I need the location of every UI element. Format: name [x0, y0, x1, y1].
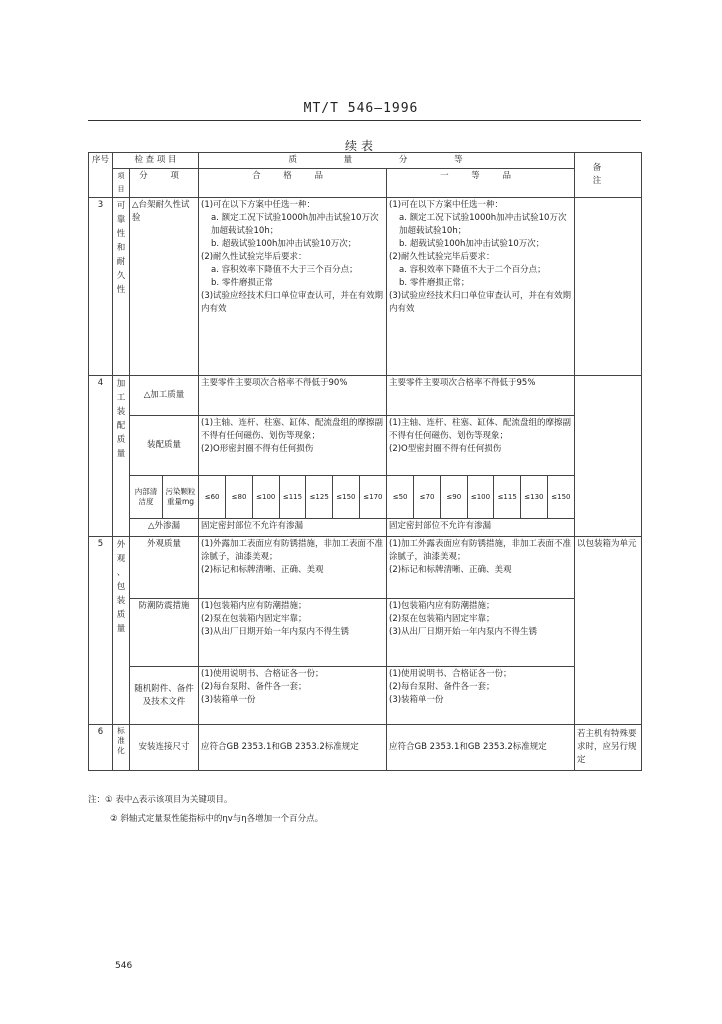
header-rule: [88, 120, 641, 121]
pollutant-label: 污染颗粒重量mg: [165, 487, 196, 506]
cleanliness-value: ≤150: [333, 476, 360, 518]
first-grade-moisture-proof: (1)包装箱内应有防潮措施； (2)泵在包装箱内固定牢靠； (3)从出厂日期开始一年内泵内不得生锈: [387, 599, 575, 667]
table-subtitle: 续表: [344, 139, 377, 153]
sub-item-durability-test: △台架耐久性试验: [130, 198, 199, 376]
cleanliness-value: ≤125: [306, 476, 333, 518]
header-col-item: 项目: [113, 169, 130, 198]
qualified-accessories: (1)使用说明书、合格证各一份； (2)每台泵附、备件各一套； (3)装箱单一份: [199, 667, 387, 725]
first-grade-leakage: 固定密封部位不允许有渗漏: [387, 519, 575, 537]
cleanliness-value: ≤100: [467, 476, 494, 518]
cleanliness-value: ≤170: [359, 476, 386, 518]
header-first: 一 等 品: [387, 169, 575, 198]
header-col-sub: 分 项: [130, 169, 199, 198]
cleanliness-value: ≤130: [521, 476, 548, 518]
qualified-leakage: 固定密封部位不允许有渗漏: [199, 519, 387, 537]
sub-item-moisture-proof: 防潮防震措施: [130, 599, 199, 667]
header-item: 检 查 项 目: [113, 153, 199, 169]
item-label-standardization: 标准化: [113, 725, 130, 771]
cleanliness-value: ≤115: [494, 476, 521, 518]
sub-item-leakage: △外渗漏: [130, 519, 199, 537]
qualified-durability: (1)可在以下方案中任选一种： a. 额定工况下试验1000h加冲击试验10万次加超载试验10h； b. 超载试验100h加冲击试验10万次； (2)耐久性试验完毕后要求： a. 容积效率下降值不大于三个百分点； b. 零件磨损正常 (3)试验应经技术归口单位审查认可，并在有效期内有效: [199, 198, 387, 376]
sub-item-assembly: 装配质量: [130, 416, 199, 476]
first-grade-mounting: 应符合GB 2353.1和GB 2353.2标准规定: [387, 725, 575, 771]
header-grade: 质 量 分 等: [199, 153, 575, 169]
qualified-appearance: (1)外露加工表面应有防锈措施，非加工表面不准涂腻子，油漆美观； (2)标记和标牌清晰、正确、美观: [199, 537, 387, 599]
row-number: 6: [89, 725, 113, 771]
item-label-assembly: 加 工 装 配 质 量: [113, 376, 130, 537]
remark-empty: [575, 198, 642, 376]
cleanliness-label: 内部清洁度: [130, 476, 163, 518]
first-grade-assembly: (1)主轴、连杆、柱塞、缸体、配流盘组的摩擦副不得有任何磁伤、划伤等现象； (2)O型密封圈不得有任何损伤: [387, 416, 575, 476]
qualified-moisture-proof: (1)包装箱内应有防潮措施； (2)泵在包装箱内固定牢靠； (3)从出厂日期开始一年内泵内不得生锈: [199, 599, 387, 667]
qualified-machining: 主要零件主要项次合格率不得低于90%: [199, 376, 387, 416]
header-qualified: 合 格 品: [199, 169, 387, 198]
qualified-assembly: (1)主轴、连杆、柱塞、缸体、配流盘组的摩擦副不得有任何磁伤、划伤等现象； (2)O形密封圈不得有任何损伤: [199, 416, 387, 476]
row-number: 3: [89, 198, 113, 376]
sub-item-appearance: 外观质量: [130, 537, 199, 599]
row-number: 5: [89, 537, 113, 725]
cleanliness-value: ≤150: [547, 476, 574, 518]
qualified-cleanliness: [199, 476, 387, 519]
first-grade-durability: (1)可在以下方案中任选一种： a. 额定工况下试验1000h加冲击试验10万次加超载试验10h； b. 超载试验100h加冲击试验10万次； (2)耐久性试验完毕后要求： a. 容积效率下降值不大于二个百分点； b. 零件磨损正常； (3)试验应经技术归口单位审查认可，并在有效期内有效: [387, 198, 575, 376]
qualified-mounting: 应符合GB 2353.1和GB 2353.2标准规定: [199, 725, 387, 771]
note-2: ② 斜轴式定量泵性能指标中的ηv与η各增加一个百分点。: [110, 814, 324, 824]
cleanliness-value: ≤80: [226, 476, 253, 518]
header-remark: 备 注: [575, 153, 642, 198]
cleanliness-value: ≤60: [199, 476, 226, 518]
first-grade-machining: 主要零件主要项次合格率不得低于95%: [387, 376, 575, 416]
page-number: 546: [115, 961, 133, 971]
table-notes: [88, 791, 648, 829]
cleanliness-value: ≤100: [252, 476, 279, 518]
sub-item-mounting: 安装连接尺寸: [130, 725, 199, 771]
cleanliness-value: ≤90: [440, 476, 467, 518]
first-grade-accessories: (1)使用说明书、合格证各一份； (2)每台泵附、备件各一套； (3)装箱单一份: [387, 667, 575, 725]
sub-item-accessories: 随机附件、备件及技术文件: [130, 667, 199, 725]
quality-grade-table: [88, 152, 642, 771]
row-number: 4: [89, 376, 113, 537]
standard-code: MT/T 546—1996: [303, 101, 419, 116]
header-seq: 序号: [89, 153, 113, 198]
remark-empty: [575, 376, 642, 537]
item-label-reliability: 可 靠 性 和 耐 久 性: [113, 198, 130, 376]
remark-host: 若主机有特殊要求时，应另行规定: [575, 725, 642, 771]
first-grade-appearance: (1)加工外露表面应有防锈措施，非加工表面不准涂腻子，油漆美观； (2)标记和标牌清晰、正确、美观: [387, 537, 575, 599]
sub-item-machining: △加工质量: [130, 376, 199, 416]
sub-item-cleanliness: [130, 476, 199, 519]
cleanliness-value: ≤50: [387, 476, 414, 518]
remark-packaging: 以包装箱为单元: [575, 537, 642, 725]
note-1: 注：① 表中△表示该项目为关键项目。: [88, 795, 233, 805]
cleanliness-value: ≤115: [279, 476, 306, 518]
cleanliness-value: ≤70: [414, 476, 441, 518]
first-grade-cleanliness: [387, 476, 575, 519]
item-label-appearance: 外 观 、 包 装 质 量: [113, 537, 130, 725]
